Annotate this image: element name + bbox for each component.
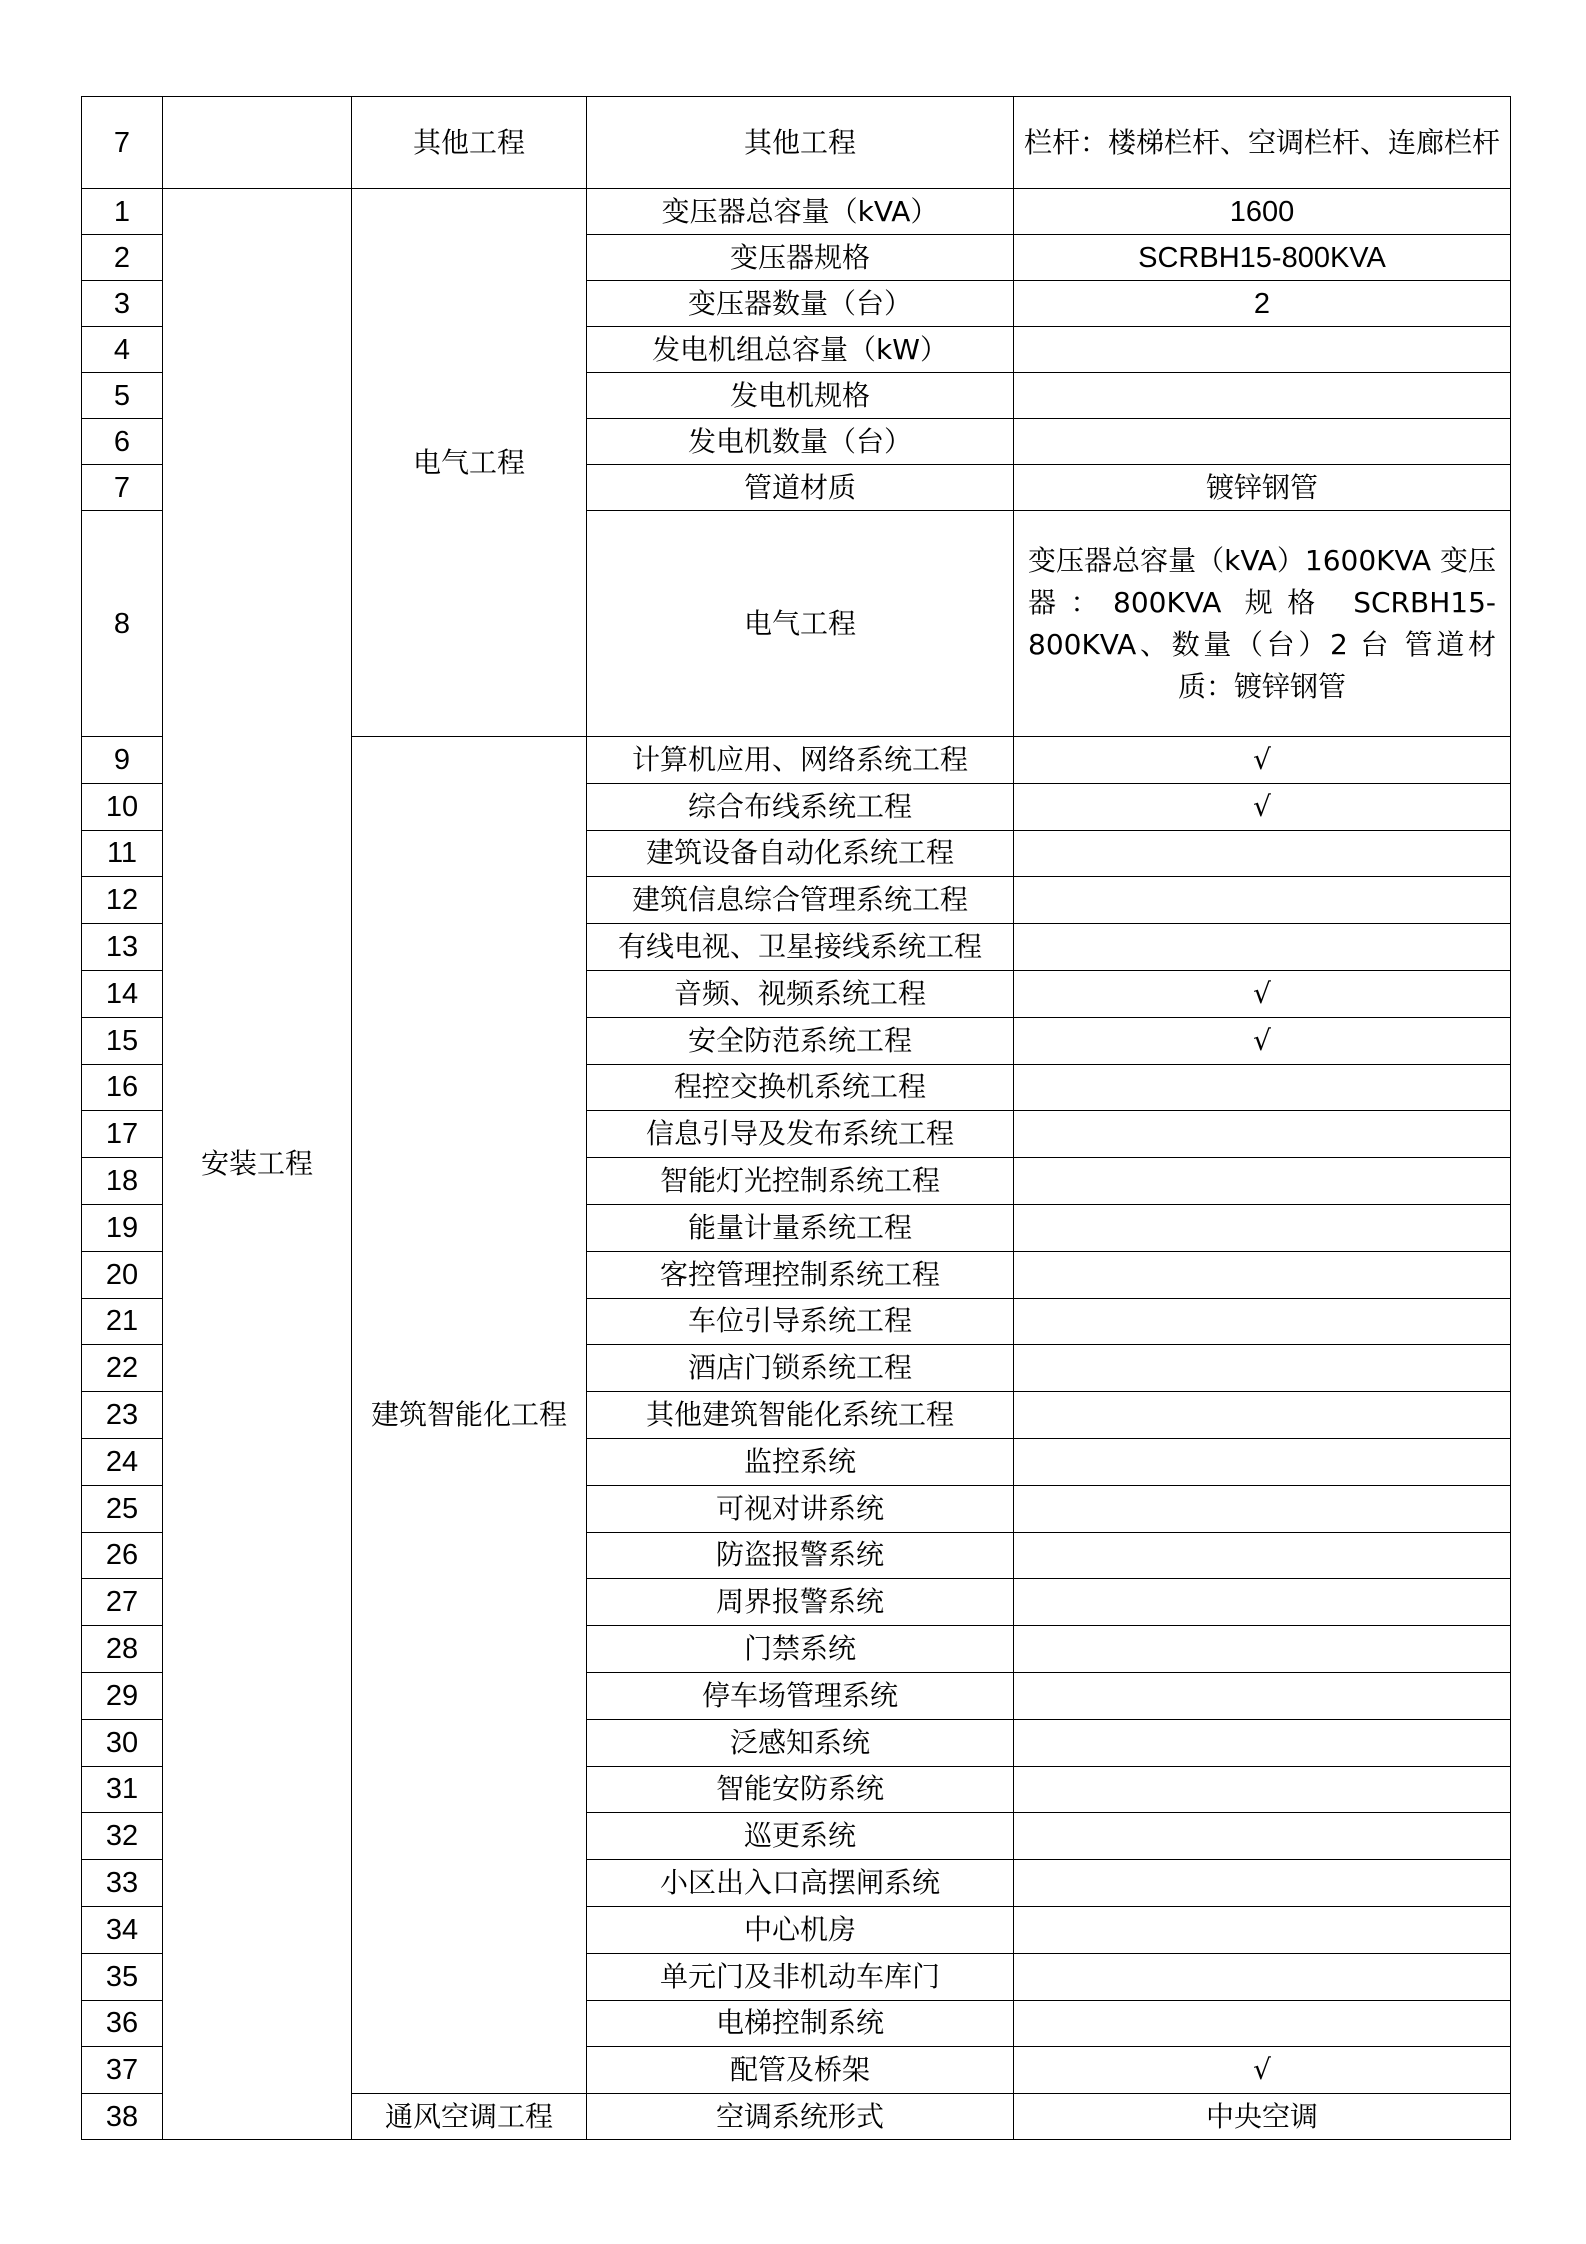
value-cell [1014,877,1511,924]
row-number: 1 [82,189,163,235]
item-cell: 信息引导及发布系统工程 [587,1111,1014,1158]
row-number: 6 [82,419,163,465]
item-cell: 管道材质 [587,465,1014,511]
row-number: 3 [82,281,163,327]
item-cell: 客控管理控制系统工程 [587,1251,1014,1298]
item-cell: 巡更系统 [587,1813,1014,1860]
item-cell: 电气工程 [587,511,1014,737]
check-mark: √ [1014,783,1511,830]
item-cell: 周界报警系统 [587,1579,1014,1626]
item-cell: 程控交换机系统工程 [587,1064,1014,1111]
item-cell: 发电机组总容量（kW） [587,327,1014,373]
row-number: 34 [82,1906,163,1953]
value-cell [1014,1158,1511,1205]
row-number: 12 [82,877,163,924]
item-cell: 变压器总容量（kVA） [587,189,1014,235]
check-mark: √ [1014,2047,1511,2094]
category-installation: 安装工程 [163,189,352,2140]
row-number: 22 [82,1345,163,1392]
row-number: 26 [82,1532,163,1579]
value-cell: SCRBH15-800KVA [1014,235,1511,281]
item-cell: 监控系统 [587,1438,1014,1485]
subcategory-hvac: 通风空调工程 [352,2094,587,2140]
item-cell: 计算机应用、网络系统工程 [587,737,1014,784]
row-number: 19 [82,1204,163,1251]
item-cell: 中心机房 [587,1906,1014,1953]
item-cell: 其他工程 [587,97,1014,189]
row-number: 37 [82,2047,163,2094]
subcategory-intelligent: 建筑智能化工程 [352,737,587,2094]
row-number: 18 [82,1158,163,1205]
category-cell [163,97,352,189]
value-cell [1014,1532,1511,1579]
row-number: 28 [82,1626,163,1673]
value-cell [1014,1392,1511,1439]
row-number: 32 [82,1813,163,1860]
row-number: 36 [82,2000,163,2047]
row-number: 11 [82,830,163,877]
item-cell: 建筑信息综合管理系统工程 [587,877,1014,924]
value-cell: 中央空调 [1014,2094,1511,2140]
item-cell: 有线电视、卫星接线系统工程 [587,924,1014,971]
check-mark: √ [1014,970,1511,1017]
value-cell [1014,1860,1511,1907]
check-mark: √ [1014,737,1511,784]
row-number: 29 [82,1672,163,1719]
item-cell: 小区出入口高摆闸系统 [587,1860,1014,1907]
item-cell: 安全防范系统工程 [587,1017,1014,1064]
row-number: 31 [82,1766,163,1813]
row-number: 35 [82,1953,163,2000]
item-cell: 综合布线系统工程 [587,783,1014,830]
row-number: 17 [82,1111,163,1158]
value-cell [1014,1766,1511,1813]
row-number: 10 [82,783,163,830]
item-cell: 其他建筑智能化系统工程 [587,1392,1014,1439]
row-number: 14 [82,970,163,1017]
row-number: 16 [82,1064,163,1111]
row-number: 7 [82,97,163,189]
item-cell: 防盗报警系统 [587,1532,1014,1579]
value-cell [1014,1204,1511,1251]
value-cell: 1600 [1014,189,1511,235]
item-cell: 能量计量系统工程 [587,1204,1014,1251]
value-cell [1014,1345,1511,1392]
value-cell [1014,1906,1511,1953]
row-number: 13 [82,924,163,971]
row-number: 24 [82,1438,163,1485]
item-cell: 车位引导系统工程 [587,1298,1014,1345]
value-cell [1014,924,1511,971]
value-cell [1014,2000,1511,2047]
row-number: 5 [82,373,163,419]
item-cell: 可视对讲系统 [587,1485,1014,1532]
item-cell: 发电机规格 [587,373,1014,419]
table-row [82,97,1511,189]
value-cell [1014,1438,1511,1485]
table-body [82,97,1511,2140]
subcategory-cell: 其他工程 [352,97,587,189]
item-cell: 酒店门锁系统工程 [587,1345,1014,1392]
item-cell: 单元门及非机动车库门 [587,1953,1014,2000]
value-cell: 镀锌钢管 [1014,465,1511,511]
item-cell: 发电机数量（台） [587,419,1014,465]
row-number: 7 [82,465,163,511]
item-cell: 建筑设备自动化系统工程 [587,830,1014,877]
value-cell [1014,373,1511,419]
row-number: 2 [82,235,163,281]
item-cell: 变压器数量（台） [587,281,1014,327]
item-cell: 智能灯光控制系统工程 [587,1158,1014,1205]
item-cell: 泛感知系统 [587,1719,1014,1766]
value-cell: 栏杆：楼梯栏杆、空调栏杆、连廊栏杆 [1014,97,1511,189]
row-number: 15 [82,1017,163,1064]
value-cell [1014,1111,1511,1158]
value-cell [1014,1485,1511,1532]
item-cell: 音频、视频系统工程 [587,970,1014,1017]
row-number: 20 [82,1251,163,1298]
value-cell [1014,1251,1511,1298]
value-cell: 2 [1014,281,1511,327]
row-number: 8 [82,511,163,737]
value-cell [1014,1953,1511,2000]
subcategory-electrical: 电气工程 [352,189,587,737]
row-number: 25 [82,1485,163,1532]
engineering-spec-table [81,96,1511,2140]
value-cell: 变压器总容量（kVA）1600KVA 变压器：800KVA 规格 SCRBH15-800KVA、数量（台）2 台 管道材质：镀锌钢管 [1014,511,1511,737]
item-cell: 门禁系统 [587,1626,1014,1673]
item-cell: 空调系统形式 [587,2094,1014,2140]
row-number: 30 [82,1719,163,1766]
item-cell: 变压器规格 [587,235,1014,281]
table-row [82,189,1511,235]
item-cell: 智能安防系统 [587,1766,1014,1813]
row-number: 27 [82,1579,163,1626]
item-cell: 电梯控制系统 [587,2000,1014,2047]
row-number: 33 [82,1860,163,1907]
value-cell [1014,1064,1511,1111]
row-number: 4 [82,327,163,373]
item-cell: 配管及桥架 [587,2047,1014,2094]
row-number: 9 [82,737,163,784]
row-number: 21 [82,1298,163,1345]
value-cell [1014,1719,1511,1766]
value-cell [1014,1579,1511,1626]
row-number: 23 [82,1392,163,1439]
value-cell [1014,419,1511,465]
value-cell [1014,327,1511,373]
value-cell [1014,1298,1511,1345]
value-cell [1014,1672,1511,1719]
check-mark: √ [1014,1017,1511,1064]
value-cell [1014,1813,1511,1860]
value-cell [1014,1626,1511,1673]
value-cell [1014,830,1511,877]
row-number: 38 [82,2094,163,2140]
item-cell: 停车场管理系统 [587,1672,1014,1719]
